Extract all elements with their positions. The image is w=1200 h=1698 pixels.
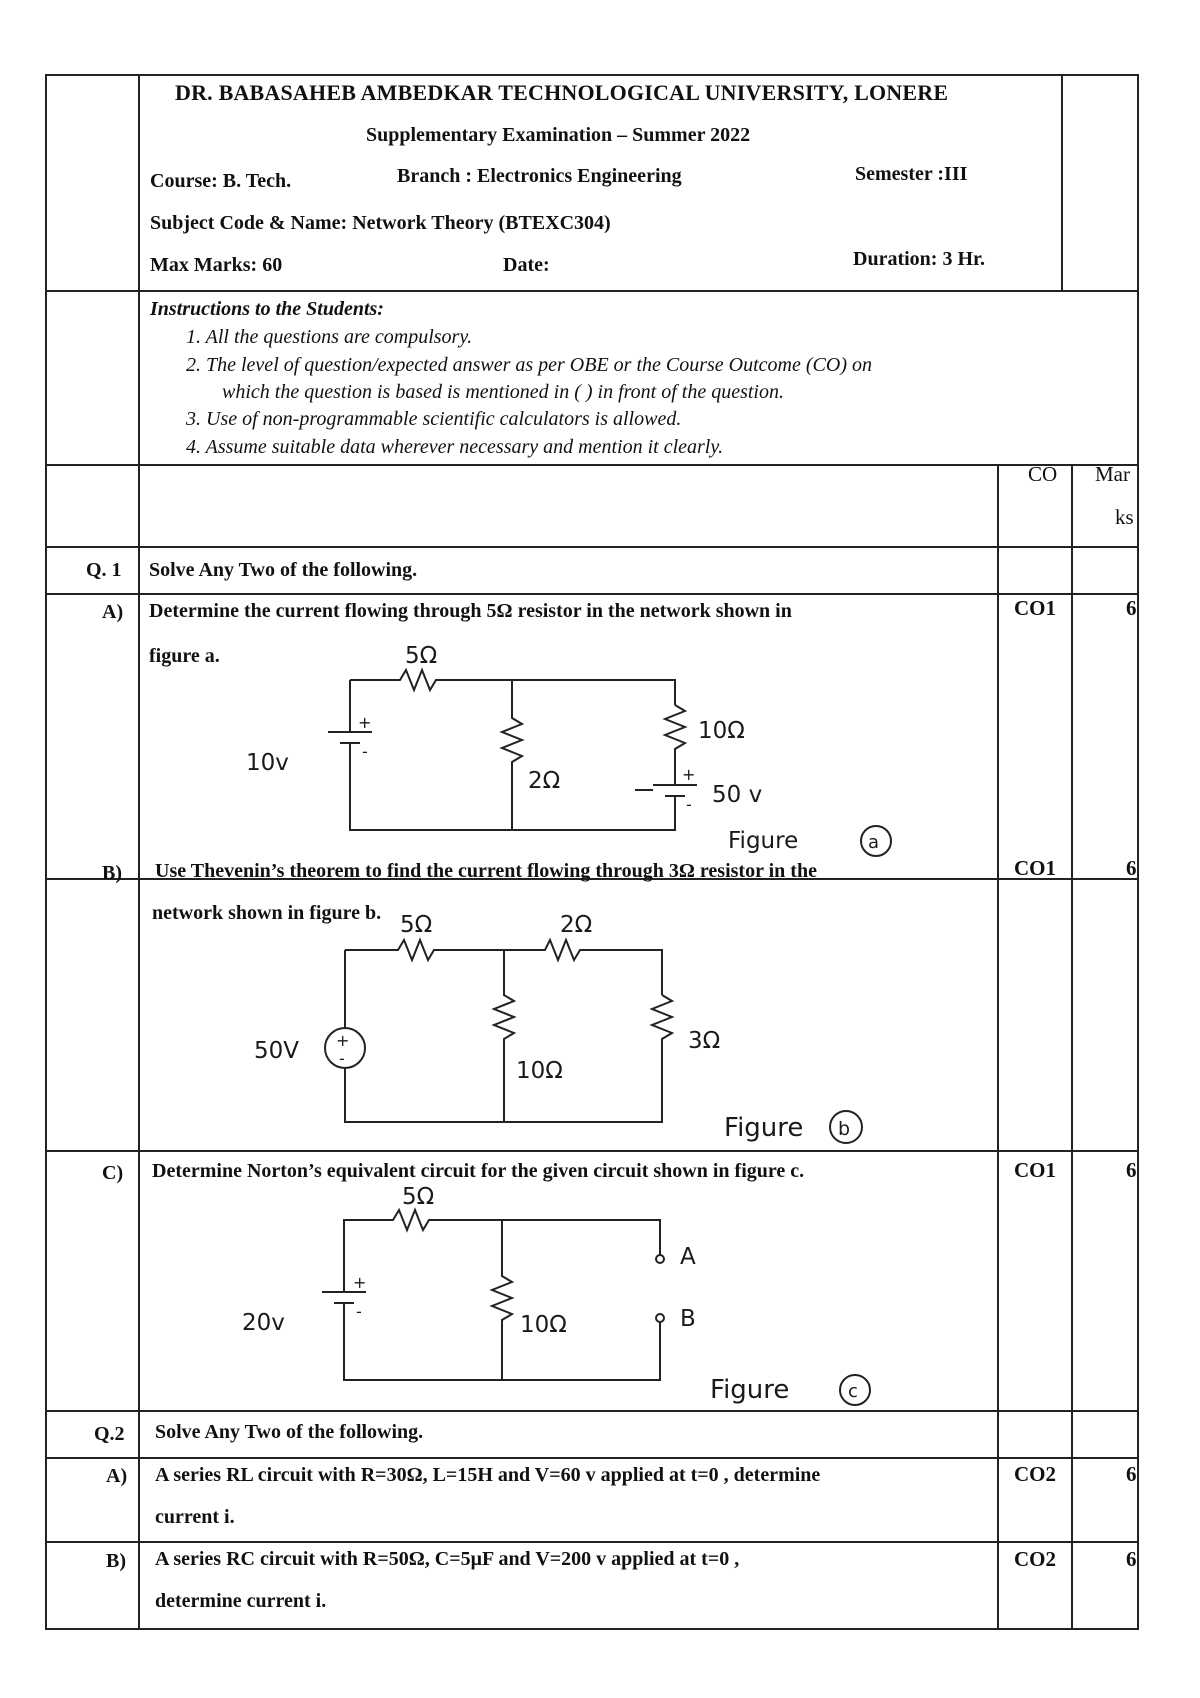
- q2a-text-cont: current i.: [155, 1506, 235, 1528]
- table-border-bottom: [45, 1628, 1139, 1630]
- q1-instruction: Solve Any Two of the following.: [149, 559, 418, 581]
- figure-b-caption: Figure: [724, 1113, 804, 1143]
- figure-c-circuit: [230, 1180, 910, 1408]
- figure-a-v2-label: 50 v: [712, 782, 763, 808]
- instruction-1: 1. All the questions are compulsory.: [186, 326, 473, 348]
- marks-column-heading-cont: ks: [1115, 505, 1134, 529]
- figure-c-r2-label: 10Ω: [520, 1312, 567, 1338]
- q1-number: Q. 1: [86, 559, 122, 581]
- row-separator-colheads: [45, 546, 1137, 548]
- figure-a-v2-minus: -: [686, 795, 692, 814]
- q1a-text: Determine the current flowing through 5Ω resistor in the network shown in: [149, 600, 792, 622]
- q2a-label: A): [106, 1465, 128, 1487]
- figure-c-terminal-b: B: [680, 1306, 696, 1332]
- row-separator-instructions: [45, 464, 1137, 466]
- figure-b-r4-label: 3Ω: [688, 1028, 721, 1054]
- col-separator-co: [997, 464, 999, 1628]
- q2-number: Q.2: [94, 1423, 125, 1445]
- table-border-right: [1137, 74, 1139, 1628]
- col-separator-marks: [1071, 464, 1073, 1628]
- q2b-label: B): [106, 1550, 126, 1572]
- figure-a-v1-plus: +: [358, 713, 372, 732]
- figure-b-circuit: [240, 900, 880, 1148]
- figure-a-r2-label: 2Ω: [528, 768, 561, 794]
- row-separator-q2a: [45, 1541, 1137, 1543]
- figure-c-tag: c: [848, 1381, 858, 1402]
- q1c-text: Determine Norton’s equivalent circuit for the given circuit shown in figure c.: [152, 1160, 805, 1182]
- semester: Semester :III: [855, 163, 968, 185]
- figure-a-tag: a: [868, 832, 880, 853]
- q1a-marks: 6: [1126, 596, 1137, 620]
- row-separator-q1: [45, 593, 1137, 595]
- table-border-left: [45, 74, 47, 1628]
- q2a-marks: 6: [1126, 1462, 1137, 1486]
- q2-instruction: Solve Any Two of the following.: [155, 1421, 424, 1443]
- col-separator-1: [138, 74, 140, 1628]
- figure-a-v2-plus: +: [682, 765, 696, 784]
- figure-b-v1-minus: -: [339, 1049, 345, 1068]
- figure-b-r1-label: 5Ω: [400, 912, 433, 938]
- q2b-text-cont: determine current i.: [155, 1590, 327, 1612]
- figure-b-tag: b: [838, 1118, 851, 1140]
- figure-b-v1-plus: +: [336, 1031, 350, 1050]
- figure-a-r1-label: 5Ω: [405, 643, 438, 669]
- instruction-2-cont: which the question is based is mentioned in ( ) in front of the question.: [222, 381, 784, 403]
- instruction-4: 4. Assume suitable data wherever necessary and mention it clearly.: [186, 436, 724, 458]
- instruction-2: 2. The level of question/expected answer as per OBE or the Course Outcome (CO) on: [186, 354, 872, 376]
- marks-column-heading: Mar: [1095, 462, 1130, 486]
- col-separator-right-header: [1061, 74, 1063, 290]
- q2b-marks: 6: [1126, 1547, 1137, 1571]
- q1b-label: B): [102, 862, 122, 884]
- q1c-label: C): [102, 1162, 124, 1184]
- figure-a-labels: [246, 643, 891, 856]
- figure-b-r2-label: 2Ω: [560, 912, 593, 938]
- figure-c-v1-minus: -: [356, 1302, 362, 1321]
- q1c-marks: 6: [1126, 1158, 1137, 1182]
- row-separator-q1b: [45, 1150, 1137, 1152]
- q1c-co: CO1: [1014, 1158, 1056, 1182]
- q1a-label: A): [102, 601, 124, 623]
- max-marks: Max Marks: 60: [150, 254, 283, 276]
- row-separator-q2: [45, 1457, 1137, 1459]
- figure-a-caption: Figure: [728, 828, 799, 854]
- q1b-text-cont: network shown in figure b.: [152, 902, 382, 924]
- q1b-marks: 6: [1126, 856, 1137, 880]
- instruction-3: 3. Use of non-programmable scientific calculators is allowed.: [186, 408, 682, 430]
- course: Course: B. Tech.: [150, 170, 292, 192]
- row-separator-header: [45, 290, 1137, 292]
- figure-c-v1-plus: +: [353, 1273, 367, 1292]
- q2a-text: A series RL circuit with R=30Ω, L=15H and V=60 v applied at t=0 , determine: [155, 1464, 821, 1486]
- figure-c-v1-label: 20v: [242, 1310, 285, 1336]
- figure-c-caption: Figure: [710, 1375, 790, 1405]
- figure-c-r1-label: 5Ω: [402, 1184, 435, 1210]
- duration: Duration: 3 Hr.: [853, 248, 986, 270]
- university-name: DR. BABASAHEB AMBEDKAR TECHNOLOGICAL UNIVERSITY, LONERE: [175, 80, 949, 105]
- figure-a-v1-minus: -: [362, 742, 368, 761]
- figure-a-v1-label: 10v: [246, 750, 289, 776]
- exam-title: Supplementary Examination – Summer 2022: [366, 124, 751, 146]
- figure-a-circuit: [240, 630, 900, 876]
- q1a-text-cont: figure a.: [149, 645, 220, 667]
- subject: Subject Code & Name: Network Theory (BTEXC304): [150, 212, 611, 234]
- q2a-co: CO2: [1014, 1462, 1056, 1486]
- q1b-co: CO1: [1014, 856, 1056, 880]
- figure-c-terminal-a: A: [680, 1244, 696, 1270]
- figure-b-v1-label: 50V: [254, 1038, 300, 1064]
- q2b-co: CO2: [1014, 1547, 1056, 1571]
- branch: Branch : Electronics Engineering: [397, 165, 682, 187]
- q1b-text: Use Thevenin’s theorem to find the current flowing through 3Ω resistor in the: [155, 860, 817, 882]
- table-border-top: [45, 74, 1137, 76]
- row-separator-q1c: [45, 1410, 1137, 1412]
- figure-b-r3-label: 10Ω: [516, 1058, 563, 1084]
- figure-a-r3-label: 10Ω: [698, 718, 745, 744]
- q1a-co: CO1: [1014, 596, 1056, 620]
- co-column-heading: CO: [1028, 462, 1058, 486]
- exam-date: Date:: [503, 254, 550, 276]
- instructions-heading: Instructions to the Students:: [150, 298, 384, 320]
- q2b-text: A series RC circuit with R=50Ω, C=5μF and V=200 v applied at t=0 ,: [155, 1548, 740, 1570]
